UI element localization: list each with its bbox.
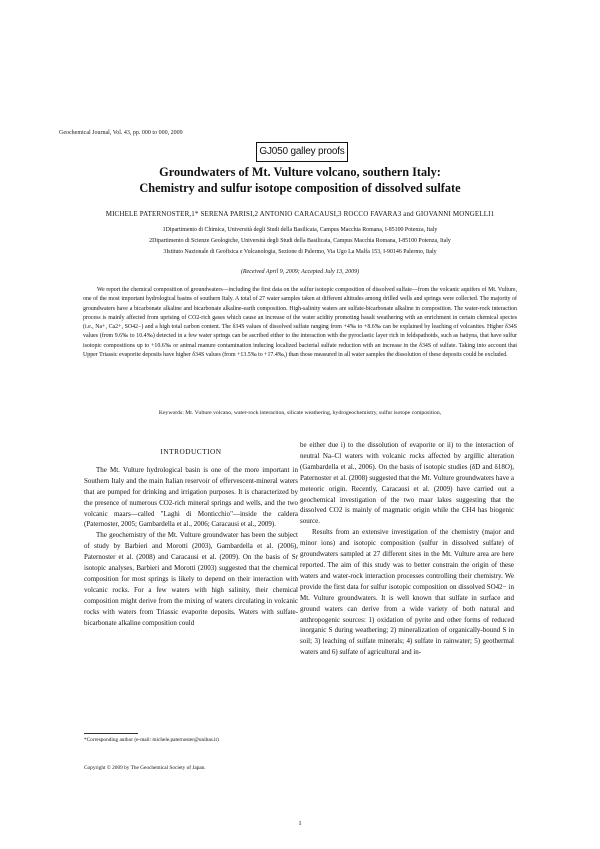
paper-title — [60, 165, 540, 196]
affiliation-1: 1Dipartimento di Chimica, Università degli Studi della Basilicata, Campus Macchia Romana, I-85100 Potenza, Italy — [162, 227, 438, 233]
left-paragraph-1: The Mt. Vulture hydrological basin is one of the more important in Southern Italy and the main Italian reservoir of effervescent-mineral waters that are pumped for drinking and irrigation purposes. It is characterized by the presence of numerous CO2-rich mineral springs and wells, and the two volcanic maars—called "Laghi di Monticchio"—inside the caldera (Paternoster, 2005; Gambardella et al., 2006; Caracausi et al., 2009). — [84, 465, 298, 529]
right-column — [300, 440, 514, 658]
affiliation-3: 3Istituto Nazionale di Geofisica e Vulcanologia, Sezione di Palermo, Via Ugo La Malfa 153, I-90146 Palermo, Italy — [163, 249, 437, 255]
journal-reference: Geochemical Journal, Vol. 43, pp. 000 to 000, 2009 — [59, 130, 183, 136]
title-line-2: Chemistry and sulfur isotope composition of dissolved sulfate — [139, 180, 461, 195]
left-paragraph-2: The geochemistry of the Mt. Vulture groundwater has been the subject of study by Barbieri and Morotti (2003), Gambardella et al. (2006), Paternoster et al. (2008) and Caracausi et al. (2009). On the basis of Sr isotopic analyses, Barbieri and Morotti (2003) suggested that the chemical composition for most springs is likely to depend on their interaction with volcanic rocks. For a few waters with high salinity, their chemical composition might derive from the mixing of waters circulating in volcanic rocks with waters from Triassic evaporite deposits. Waters with sulfate-bicarbonate alkaline composition could — [84, 531, 298, 627]
author-list: MICHELE PATERNOSTER,1* SERENA PARISI,2 ANTONIO CARACAUSI,3 ROCCO FAVARA3 and GIOVANNI MONGELLI1 — [105, 210, 495, 218]
left-column — [84, 440, 298, 629]
galley-proof-label: GJ050 galley proofs — [256, 142, 348, 162]
abstract-text: We report the chemical composition of groundwaters—including the first data on the sulfur isotopic composition of dissolved sulfate—from the volcanic aquifers of Mt. Vulture, one of the most important hydrological basins of southern Italy. A total of 27 water samples taken at different altitudes among drilled wells and springs were collected. The majority of groundwaters have a bicarbonate alkaline and bicarbonate alkaline-earth composition. High-salinity waters are sulfate-bicarbonate alkaline in composition. The water-rock interaction process is mainly affected from uprising of CO2-rich gases which cause an increase of the water acidity promoting basalt weathering with an enrichment in certain chemical species (i.e., Na+, Ca2+, SO42−) and a high total carbon content. The δ34S values of dissolved sulfate ranging from +4‰ to +8.6‰ can be explained by leaching of volcanites. Higher δ34S values (from 9.6‰ to 10.4‰) detected in a few water springs can be ascribed either to the interaction with the pyroclastic layer rich in feldspathoids, such as haüyna, that have sulfur isotopic compositions up to +10.6‰ or animal manure contamination inducing localized bacterial sulfate reduction with an increase in the δ34S of sulfate. Taking into account that Upper Triassic evaporite deposits have higher δ34S values (from +13.5‰ to +17.4‰,) than those measured in all water samples the dissolution of these deposits could be excluded. — [83, 287, 517, 359]
title-line-1: Groundwaters of Mt. Vulture volcano, southern Italy: — [159, 165, 441, 179]
copyright-notice: Copyright © 2009 by The Geochemical Society of Japan. — [84, 765, 206, 771]
right-paragraph-1: be either due i) to the dissolution of evaporite or ii) to the interaction of neutral Na–Cl waters with volcanic rocks affected by argillic alteration (Gambardella et al., 2006). On the basis of isotopic studies (δD and δ18O), Paternoster et al. (2008) suggested that the Mt. Vulture groundwaters have a meteoric origin. Recently, Caracausi et al. (2009) have carried out a geochemical investigation of the two maar lakes suggesting that the dissolved CO2 is mainly of magmatic origin while the CH4 has biogenic source. — [300, 441, 514, 526]
introduction-heading: INTRODUCTION — [160, 447, 222, 456]
right-paragraph-2: Results from an extensive investigation of the chemistry (major and minor ions) and isotopic composition (sulfur in dissolved sulfate) of groundwaters sampled at 27 different sites in the Mt. Vulture area are here reported. The aim of this study was to better constrain the origin of these waters and water-rock interaction processes controlling their chemistry. We provide the first data for sulfur isotopic composition on dissolved SO42− in Mt. Vulture groundwaters. It is well known that sulfate in surface and ground waters can derive from a wide variety of both natural and anthropogenic sources: 1) oxidation of pyrite and other forms of reduced inorganic S during weathering; 2) mineralization of organically-bound S in soil; 3) leaching of sulfate minerals; 4) sulfate in rainwater; 5) geothermal waters and 6) sulfate of agricultural and in- — [300, 528, 514, 657]
received-dates: (Received April 9, 2009; Accepted July 13, 2009) — [240, 269, 360, 275]
footnote-divider — [84, 733, 138, 734]
page-number: 1 — [298, 820, 302, 827]
corresponding-author-footnote: *Corresponding author (e-mail: michele.paternoster@unibas.it) — [84, 737, 219, 743]
keywords: Keywords: Mt. Vulture volcano, water-rock interaction, silicate weathering, hydrogeochemistry, sulfur isotope composition, — [158, 410, 442, 416]
abstract — [83, 286, 517, 360]
affiliation-2: 2Dipartimento di Scienze Geologiche, Università degli Studi della Basilicata, Campus Macchia Romana, I-85100 Potenza, Italy — [149, 238, 451, 244]
